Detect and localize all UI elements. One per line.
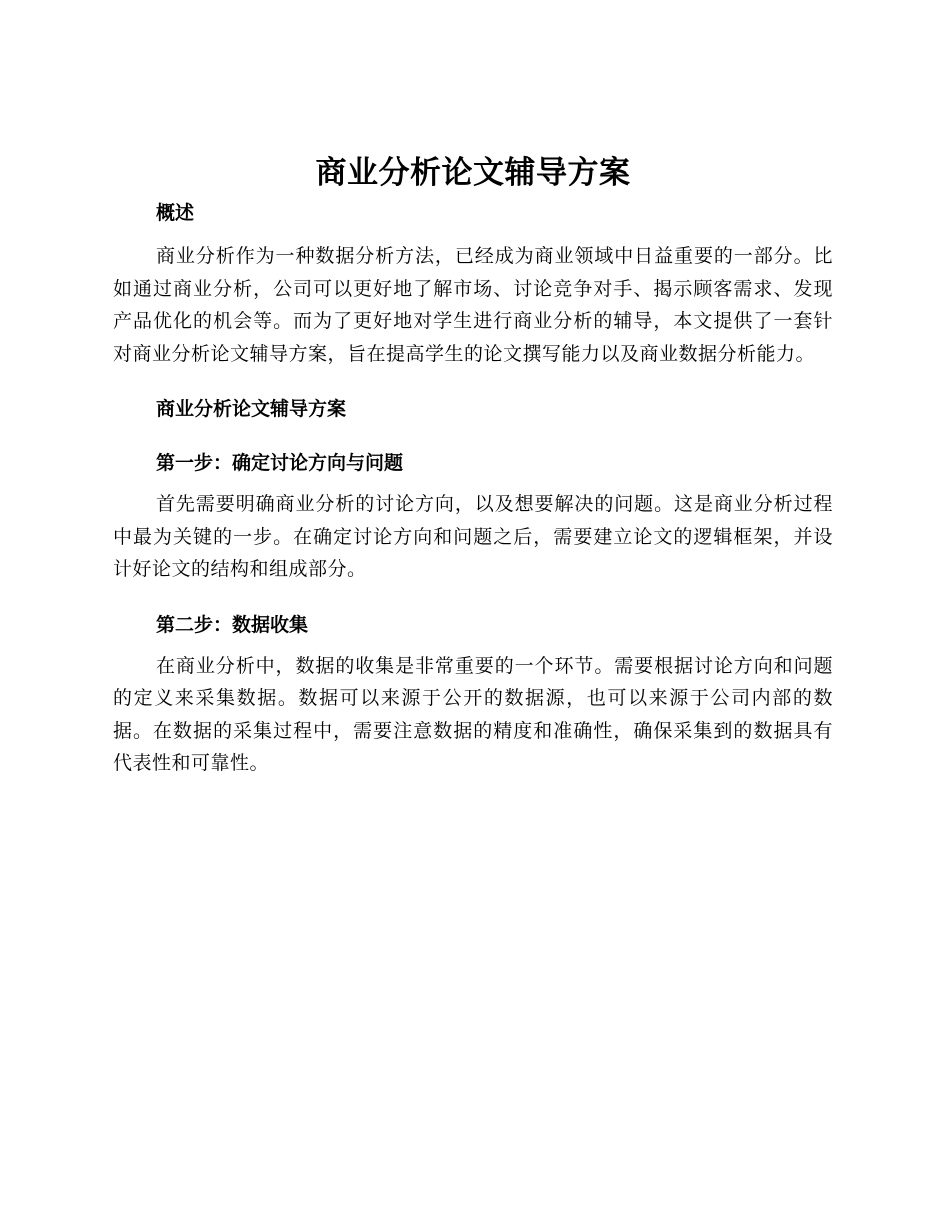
spacer [113, 586, 833, 610]
spacer [113, 228, 833, 240]
section-heading-plan: 商业分析论文辅导方案 [156, 398, 347, 420]
spacer [113, 640, 833, 650]
paragraph-step-1: 首先需要明确商业分析的讨论方向，以及想要解决的问题。这是商业分析过程中最为关键的一步。在确定讨论方向和问题之后，需要建立论文的逻辑框架，并设计好论文的结构和组成部分。 [113, 493, 833, 580]
section-heading-step-1: 第一步：确定讨论方向与问题 [156, 452, 404, 474]
paragraph-overview: 商业分析作为一种数据分析方法，已经成为商业领域中日益重要的一部分。比如通过商业分析，公司可以更好地了解市场、讨论竞争对手、揭示顾客需求、发现产品优化的机会等。而为了更好地对学生进行商业分析的辅导，本文提供了一套针对商业分析论文辅导方案，旨在提高学生的论文撰写能力以及商业数据分析能力。 [113, 245, 833, 365]
section-heading-step-2: 第二步：数据收集 [156, 613, 309, 636]
spacer [113, 424, 833, 448]
document-page [113, 150, 833, 780]
section-heading-overview: 概述 [156, 202, 195, 224]
spacer [113, 478, 833, 488]
spacer [113, 370, 833, 394]
paragraph-step-2: 在商业分析中，数据的收集是非常重要的一个环节。需要根据讨论方向和问题的定义来采集数据。数据可以来源于公开的数据源，也可以来源于公司内部的数据。在数据的采集过程中，需要注意数据的精度和准确性，确保采集到的数据具有代表性和可靠性。 [113, 654, 833, 774]
document-title: 商业分析论文辅导方案 [315, 155, 631, 191]
